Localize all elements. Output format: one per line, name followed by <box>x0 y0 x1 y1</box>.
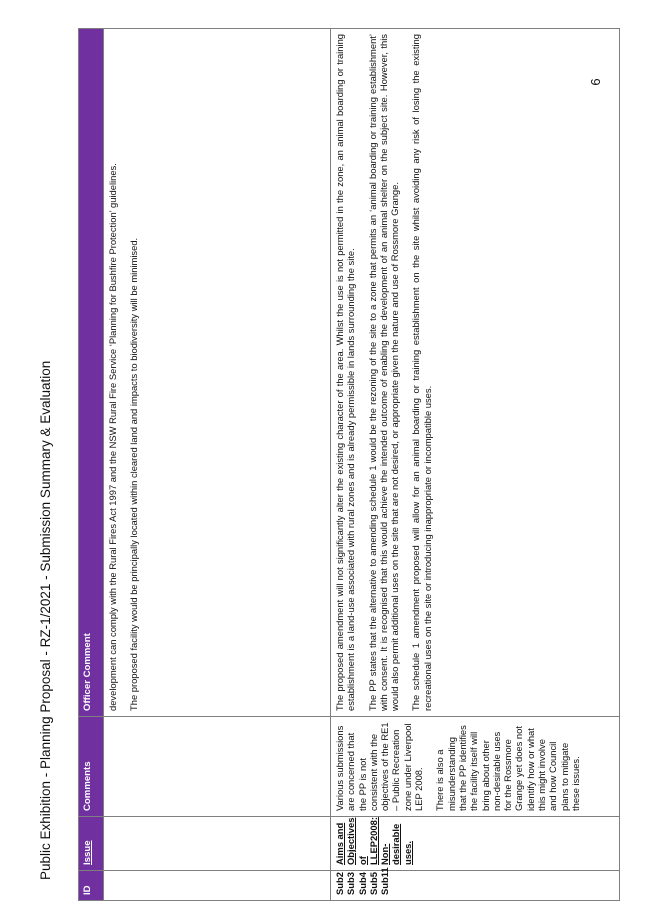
officer-paragraph: The schedule 1 amendment proposed will allow for an animal boarding or training establishment on the site whilst avoiding any risk of losing the existing recreational uses on the site or introducing inappropriate or incompatible uses. <box>410 34 433 711</box>
officer-comment-cell <box>104 29 331 717</box>
id-cell <box>331 867 620 901</box>
submission-id: Sub3 <box>345 872 357 895</box>
comment-paragraph: Various submissions are concerned that the PP is not consistent with the objectives of the RE1 – Public Recreation zone under Liverpool LEP 2008. <box>334 722 425 811</box>
submission-id: Sub2 <box>334 872 345 895</box>
submission-id: Sub5 <box>367 872 379 895</box>
comments-cell <box>331 717 620 817</box>
comment-paragraph: There is also a misunderstanding that the PP identifies the facility itself will bring about other non-desirable uses for the Rossmore Grange yet does not identify how or what this might involve and how Council plans to mitigate these issues. <box>434 725 581 811</box>
table-header-row <box>79 29 104 901</box>
issue-cell <box>104 817 331 871</box>
officer-paragraph: The proposed amendment will not significantly alter the existing character of the area. Whilst the use is not permitted in the zone, an animal boarding or training establishment is a land-use associated with rural zones and is already permissible in lands surrounding the site. <box>334 34 357 711</box>
submission-id: Sub4 <box>356 872 368 895</box>
column-header-id: ID <box>79 871 104 901</box>
submission-table <box>78 28 620 901</box>
table-row <box>331 29 620 901</box>
submission-id: Sub11 <box>379 867 391 895</box>
page-header: Public Exhibition - Planning Proposal - RZ-1/2021 - Submission Summary & Evaluation <box>38 360 53 880</box>
column-header-issue <box>79 817 104 871</box>
page-number: 6 <box>588 78 603 86</box>
id-cell <box>104 871 331 901</box>
table-row <box>104 29 331 901</box>
issue-cell: Aims and Objectives of LLEP2008: Non-desirable uses. <box>331 817 620 871</box>
officer-comment-cell <box>331 29 620 717</box>
officer-paragraph: The PP states that the alternative to amending schedule 1 would be the rezoning of the site to a zone that permits an ‘animal boarding or training establishment’ with consent. It is recognised that this would achieve the intended outcome of enabling the development of an animal shelter on the subject site. However, this would also permit additional uses on the site that are not desired, or appropriate given the nature and use of Rossmore Grange. <box>366 34 401 711</box>
comments-cell <box>104 717 331 817</box>
officer-paragraph: development can comply with the Rural Fires Act 1997 and the NSW Rural Fire Service ‘Planning for Bushfire Protection’ guidelines. <box>107 163 118 711</box>
submission-table-container <box>78 28 620 901</box>
column-header-officer-comment: Officer Comment <box>79 29 104 717</box>
column-header-comments: Comments <box>79 717 104 817</box>
column-header-issue-label: Issue <box>82 840 93 865</box>
officer-paragraph: The proposed facility would be principally located within cleared land and impacts to biodiversity will be minimised. <box>128 237 140 711</box>
